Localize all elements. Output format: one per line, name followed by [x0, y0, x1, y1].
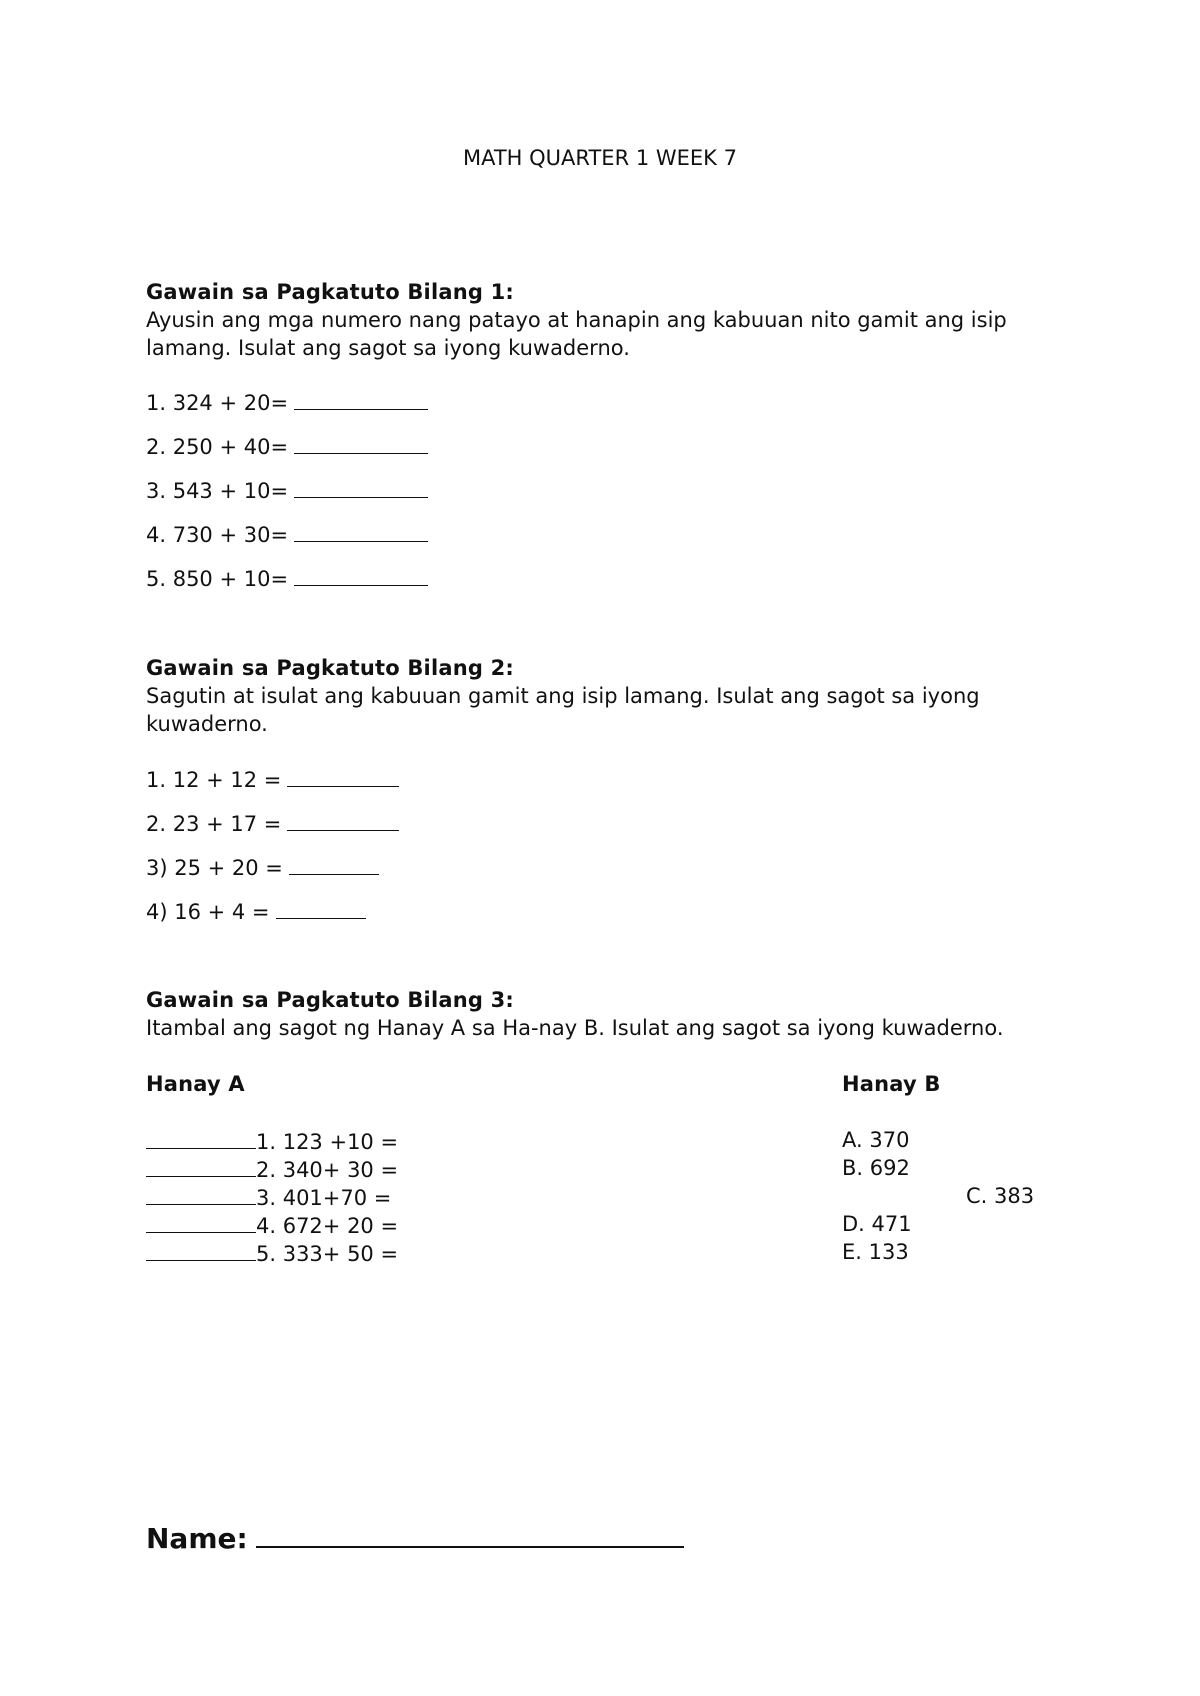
activity3-heading: Gawain sa Pagkatuto Bilang 3: [146, 988, 515, 1012]
answer-blank[interactable] [146, 1240, 256, 1261]
column-a-item: 1. 123 +10 = [146, 1128, 398, 1154]
column-b-item: A. 370 [842, 1128, 910, 1152]
activity2-item: 2. 23 + 17 = [146, 812, 399, 836]
column-a-item: 5. 333+ 50 = [146, 1240, 398, 1266]
column-b-item: C. 383 [966, 1184, 1035, 1208]
name-field [146, 1520, 684, 1555]
activity1-item: 3. 543 + 10= [146, 479, 428, 503]
answer-blank[interactable] [287, 768, 399, 787]
activity2-item: 4) 16 + 4 = [146, 900, 366, 924]
activity2-item: 3) 25 + 20 = [146, 856, 379, 880]
page-title: MATH QUARTER 1 WEEK 7 [463, 146, 737, 170]
answer-blank[interactable] [289, 856, 379, 875]
name-label: Name: [146, 1522, 248, 1555]
column-b-item: D. 471 [842, 1212, 912, 1236]
answer-blank[interactable] [294, 523, 428, 542]
activity1-item: 4. 730 + 30= [146, 523, 428, 547]
column-a-header: Hanay A [146, 1072, 245, 1096]
answer-blank[interactable] [146, 1128, 256, 1149]
column-a-item: 4. 672+ 20 = [146, 1212, 398, 1238]
activity2-heading: Gawain sa Pagkatuto Bilang 2: [146, 656, 515, 680]
column-b-header: Hanay B [842, 1072, 941, 1096]
answer-blank[interactable] [294, 435, 428, 454]
column-a-item: 3. 401+70 = [146, 1184, 391, 1210]
column-a-item: 2. 340+ 30 = [146, 1156, 398, 1182]
activity1-heading: Gawain sa Pagkatuto Bilang 1: [146, 280, 515, 304]
answer-blank[interactable] [294, 479, 428, 498]
activity2-item: 1. 12 + 12 = [146, 768, 399, 792]
answer-blank[interactable] [276, 900, 366, 919]
activity1-item: 1. 324 + 20= [146, 391, 428, 415]
answer-blank[interactable] [294, 391, 428, 410]
column-b-item: E. 133 [842, 1240, 909, 1264]
activity3-instruction: Itambal ang sagot ng Hanay A sa Ha-nay B. Isulat ang sagot sa iyong kuwaderno. [146, 1016, 1004, 1040]
name-blank[interactable] [256, 1520, 684, 1548]
answer-blank[interactable] [146, 1212, 256, 1233]
answer-blank[interactable] [146, 1156, 256, 1177]
activity1-item: 2. 250 + 40= [146, 435, 428, 459]
column-b-item: B. 692 [842, 1156, 910, 1180]
activity1-item: 5. 850 + 10= [146, 567, 428, 591]
answer-blank[interactable] [294, 567, 428, 586]
answer-blank[interactable] [287, 812, 399, 831]
activity2-instruction: Sagutin at isulat ang kabuuan gamit ang isip lamang. Isulat ang sagot sa iyong kuwaderno. [146, 684, 980, 736]
answer-blank[interactable] [146, 1184, 256, 1205]
activity1-instruction: Ayusin ang mga numero nang patayo at hanapin ang kabuuan nito gamit ang isip lamang. Isulat ang sagot sa iyong kuwaderno. [146, 308, 1007, 360]
